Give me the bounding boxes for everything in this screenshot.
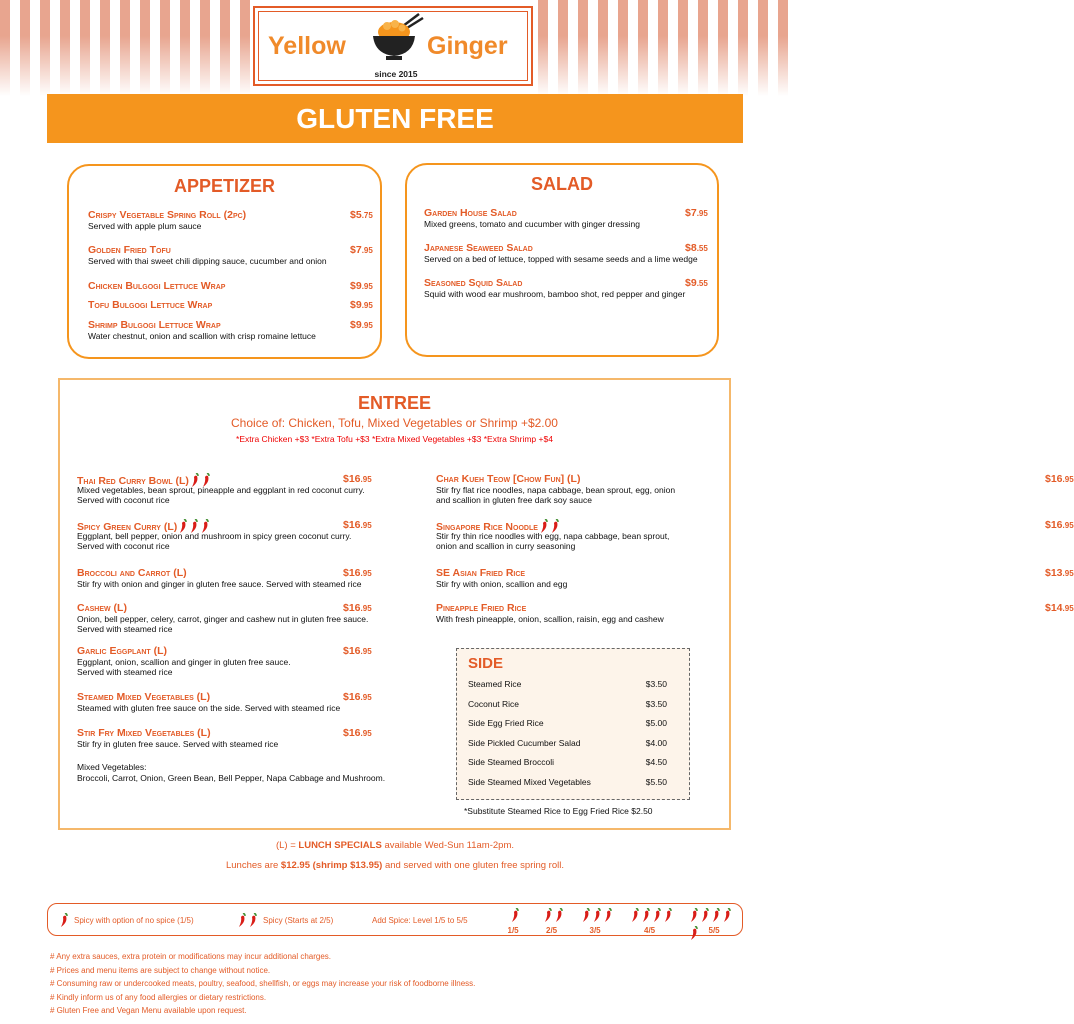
price-dollars: $14 <box>1045 602 1063 614</box>
side-item <box>468 757 667 767</box>
price-cents: .95 <box>360 647 372 656</box>
side-substitute-note: *Substitute Steamed Rice to Egg Fried Rice $2.50 <box>464 806 653 816</box>
side-item-price: $4.50 <box>645 757 667 768</box>
entree-item-name <box>436 473 580 485</box>
chili-pepper-icon <box>700 908 710 923</box>
menu-item-description: Water chestnut, onion and scallion with crisp romaine lettuce <box>88 331 316 341</box>
decorative-stripes-right <box>538 0 790 96</box>
note-line: # Consuming raw or undercooked meats, poultry, seafood, shellfish, or eggs may increase your risk of foodborne illness. <box>50 979 476 988</box>
price-cents: .95 <box>361 246 373 255</box>
menu-item <box>88 209 373 233</box>
menu-item-price <box>350 299 373 311</box>
price-cents: .95 <box>360 693 372 702</box>
entree-item <box>77 691 377 727</box>
entree-title: ENTREE <box>357 393 431 413</box>
price-cents: .95 <box>1062 604 1074 613</box>
entree-item-desc-line2: Served with coconut rice <box>77 495 170 505</box>
entree-item-price <box>343 645 372 657</box>
chili-pepper-icon <box>554 908 564 923</box>
price-dollars: $5 <box>350 209 362 221</box>
logo-word-yellow: Yellow <box>268 32 346 60</box>
side-item-price: $5.50 <box>645 777 667 787</box>
price-cents: .95 <box>360 729 372 738</box>
entree-item-desc-line2: Served with coconut rice <box>77 541 170 551</box>
entree-item-name <box>436 602 526 614</box>
entree-item <box>77 519 377 555</box>
spice-level-icons <box>542 906 564 924</box>
side-item <box>468 738 667 748</box>
price-cents: .75 <box>361 211 373 220</box>
side-section <box>456 648 690 800</box>
entree-name-text: Stir Fry Mixed Vegetables (L) <box>77 727 211 739</box>
side-item-price: $3.50 <box>645 679 667 689</box>
entree-name-text: Char Kueh Teow [Chow Fun] (L) <box>436 473 581 485</box>
price-cents: .95 <box>1062 521 1074 530</box>
entree-item-price <box>343 567 372 579</box>
price-dollars: $16 <box>343 473 361 485</box>
legend-spicy: Spicy (Starts at 2/5) <box>263 916 334 925</box>
price-dollars: $7 <box>350 244 362 256</box>
chili-pepper-icon <box>603 908 613 923</box>
legend-add-spice: Add Spice: Level 1/5 to 5/5 <box>372 916 468 925</box>
entree-item <box>77 473 377 509</box>
lunch-price-line <box>0 860 790 871</box>
chili-pepper-icon <box>59 913 69 928</box>
logo-word-ginger: Ginger <box>427 32 508 60</box>
entree-item-desc-line1: Eggplant, bell pepper, onion and mushroom in spicy green coconut curry. <box>77 531 352 541</box>
entree-item <box>77 645 377 681</box>
price-cents: .55 <box>696 279 708 288</box>
entree-name-text: Pineapple Fried Rice <box>436 602 527 614</box>
side-item-price: $5.00 <box>645 718 667 729</box>
price-dollars: $8 <box>685 242 697 254</box>
spice-level-label: 4/5 <box>644 926 656 935</box>
entree-item-price <box>343 602 372 614</box>
chili-pepper-icon <box>592 908 602 923</box>
entree-name-text: Spicy Green Curry (L) <box>77 521 178 533</box>
menu-item-price <box>685 242 708 254</box>
entree-item-desc-line1: Stir fry flat rice noodles, napa cabbage, bean sprout, egg, onion <box>436 485 676 495</box>
lunch-line1-bold: LUNCH SPECIALS <box>298 840 382 851</box>
menu-item-name: Seasoned Squid Salad <box>424 277 523 289</box>
spice-legend <box>47 903 743 936</box>
entree-name-text: Cashew (L) <box>77 602 127 614</box>
side-item <box>468 718 667 728</box>
chili-pepper-icon <box>689 908 699 923</box>
decorative-stripes-left <box>0 0 252 96</box>
price-dollars: $9 <box>350 299 362 311</box>
salad-section <box>405 163 719 357</box>
side-item-name: Side Egg Fried Rice <box>468 718 544 729</box>
chili-pepper-icon <box>248 913 258 928</box>
spice-level-label: 5/5 <box>708 926 720 935</box>
price-dollars: $16 <box>343 567 361 579</box>
restaurant-logo <box>253 6 533 86</box>
spice-level-label: 2/5 <box>546 926 558 935</box>
entree-name-text: Garlic Eggplant (L) <box>77 645 168 657</box>
price-cents: .95 <box>360 475 372 484</box>
price-cents: .95 <box>696 209 708 218</box>
lunch-specials-line <box>0 840 790 851</box>
entree-item-desc-line1: Steamed with gluten free sauce on the side. Served with steamed rice <box>77 703 341 713</box>
price-dollars: $16 <box>343 645 361 657</box>
lunch-line1-post: available Wed-Sun 11am-2pm. <box>381 840 515 851</box>
spice-level-icons <box>688 906 742 942</box>
entree-name-text: Broccoli and Carrot (L) <box>77 567 187 579</box>
entree-item-name <box>77 691 210 703</box>
menu-item <box>424 277 708 301</box>
note-line: # Kindly inform us of any food allergies or dietary restrictions. <box>50 992 267 1002</box>
entree-item <box>436 473 1074 509</box>
menu-item-description: Squid with wood ear mushroom, bamboo shot, red pepper and ginger <box>424 289 686 299</box>
price-cents: .95 <box>361 301 373 310</box>
spice-level-icons <box>580 906 613 924</box>
price-cents: .95 <box>1062 569 1074 578</box>
price-dollars: $16 <box>1045 473 1063 485</box>
side-item <box>468 777 667 787</box>
price-dollars: $16 <box>343 727 361 739</box>
chili-pepper-icon <box>630 908 640 923</box>
menu-item <box>424 242 708 266</box>
menu-notes <box>50 950 475 1018</box>
side-item <box>468 699 667 709</box>
chili-pepper-icon <box>689 926 699 941</box>
entree-protein-choice: Choice of: Chicken, Tofu, Mixed Vegetables or Shrimp +$2.00 <box>231 416 558 430</box>
price-cents: .95 <box>361 321 373 330</box>
logo-since: since 2015 <box>374 69 418 79</box>
menu-item <box>424 207 708 231</box>
entree-item <box>77 727 377 763</box>
price-dollars: $16 <box>343 602 361 614</box>
chili-pepper-icon <box>581 908 591 923</box>
side-item-price: $3.50 <box>645 698 667 709</box>
chili-pepper-icon <box>663 908 673 923</box>
mixed-veg-list: Broccoli, Carrot, Onion, Green Bean, Bell Pepper, Napa Cabbage and Mushroom. <box>77 773 386 783</box>
entree-item-price <box>343 691 372 703</box>
entree-item-desc-line1: Stir fry with onion, scallion and egg <box>436 579 568 589</box>
entree-item-name <box>77 727 211 739</box>
menu-item <box>88 244 373 268</box>
appetizer-section <box>67 164 382 359</box>
entree-item-desc-line1: Stir fry in gluten free sauce. Served with steamed rice <box>77 739 279 749</box>
entree-name-text: Singapore Rice Noodle <box>436 521 538 533</box>
price-cents: .55 <box>696 244 708 253</box>
chili-pepper-icon <box>641 908 651 923</box>
menu-item-name: Chicken Bulgogi Lettuce Wrap <box>88 280 226 292</box>
entree-item-desc-line1: Stir fry thin rice noodles with egg, napa cabbage, bean sprout, <box>436 531 670 541</box>
entree-item-name <box>77 567 187 579</box>
price-cents: .95 <box>360 521 372 530</box>
price-dollars: $16 <box>343 519 361 531</box>
menu-item-description: Served on a bed of lettuce, topped with sesame seeds and a lime wedge <box>424 254 698 264</box>
lunch-line2-bold: $12.95 (shrimp $13.95) <box>280 860 383 871</box>
entree-item-name <box>77 645 167 657</box>
entree-item-desc-line2: and scallion in gluten free dark soy sauce <box>436 495 592 505</box>
menu-item-price <box>685 277 708 289</box>
chili-pepper-icon <box>711 908 721 923</box>
menu-item-description: Served with thai sweet chili dipping sauce, cucumber and onion <box>88 256 327 266</box>
price-cents: .95 <box>1062 475 1074 484</box>
chili-pepper-icon <box>722 908 732 923</box>
menu-item-name: Garden House Salad <box>424 207 517 219</box>
entree-item-price <box>1045 519 1074 531</box>
entree-item-desc-line1: Eggplant, onion, scallion and ginger in gluten free sauce. <box>77 657 291 667</box>
entree-name-text: Thai Red Curry Bowl (L) <box>77 475 189 487</box>
menu-item-price <box>350 280 373 292</box>
lunch-line1-pre: (L) = <box>275 840 299 851</box>
side-item <box>468 679 667 689</box>
entree-item-desc-line1: Onion, bell pepper, celery, carrot, ginger and cashew nut in gluten free sauce. <box>77 614 369 624</box>
lunch-line2-post: and served with one gluten free spring roll. <box>382 860 564 871</box>
entree-item <box>436 519 1074 555</box>
menu-item-price <box>685 207 708 219</box>
side-item-name: Side Pickled Cucumber Salad <box>468 737 581 748</box>
menu-item-name: Shrimp Bulgogi Lettuce Wrap <box>88 319 221 331</box>
menu-item-description: Served with apple plum sauce <box>88 221 202 231</box>
price-dollars: $9 <box>685 277 697 289</box>
price-dollars: $16 <box>343 691 361 703</box>
spice-level-label: 3/5 <box>589 926 601 935</box>
entree-extras: *Extra Chicken +$3 *Extra Tofu +$3 *Extra Mixed Vegetables +$3 *Extra Shrimp +$4 <box>236 434 553 444</box>
rice-bowl-chopsticks-icon <box>367 12 425 62</box>
menu-item-price <box>350 244 373 256</box>
price-dollars: $9 <box>350 280 362 292</box>
entree-item-price <box>343 519 372 531</box>
entree-item-desc-line2: Served with steamed rice <box>77 624 173 634</box>
price-dollars: $7 <box>685 207 697 219</box>
entree-item-desc-line2: Served with steamed rice <box>77 667 173 677</box>
side-item-name: Side Steamed Mixed Vegetables <box>468 777 591 787</box>
menu-item <box>88 319 373 343</box>
side-title: SIDE <box>468 655 504 672</box>
appetizer-title: APPETIZER <box>173 176 275 196</box>
entree-item-price <box>1045 473 1074 485</box>
entree-item-desc-line2: onion and scallion in curry seasoning <box>436 541 576 551</box>
chili-pepper-icon <box>237 913 247 928</box>
entree-item <box>77 602 377 638</box>
menu-item-name: Tofu Bulgogi Lettuce Wrap <box>88 299 213 311</box>
side-item-price: $4.00 <box>645 737 667 748</box>
salad-title: SALAD <box>531 174 593 194</box>
spice-level-icons <box>629 906 673 924</box>
legend-spicy-optional: Spicy with option of no spice (1/5) <box>74 916 194 925</box>
chili-pepper-icon <box>652 908 662 923</box>
entree-item-name <box>436 567 525 579</box>
entree-item-name <box>77 602 127 614</box>
entree-item-price <box>1045 567 1074 579</box>
chili-pepper-icon <box>510 908 520 923</box>
side-item-name: Side Steamed Broccoli <box>468 757 554 768</box>
spice-level-icons <box>509 906 520 924</box>
price-dollars: $13 <box>1045 567 1063 579</box>
entree-item-desc-line1: With fresh pineapple, onion, scallion, raisin, egg and cashew <box>436 614 664 624</box>
note-line: # Prices and menu items are subject to change without notice. <box>50 965 271 975</box>
page-banner: GLUTEN FREE <box>47 94 743 143</box>
menu-item-price <box>350 319 373 331</box>
entree-item <box>436 602 1074 638</box>
price-cents: .95 <box>360 569 372 578</box>
note-line: # Any extra sauces, extra protein or modifications may incur additional charges. <box>50 952 332 961</box>
mixed-veg-label: Mixed Vegetables: <box>77 762 147 772</box>
entree-item <box>77 567 377 603</box>
entree-item-desc-line1: Mixed vegetables, bean sprout, pineapple and eggplant in red coconut curry. <box>77 485 365 495</box>
lunch-line2-pre: Lunches are <box>225 860 281 871</box>
price-dollars: $9 <box>350 319 362 331</box>
menu-item-description: Mixed greens, tomato and cucumber with ginger dressing <box>424 219 640 229</box>
side-item-name: Steamed Rice <box>468 679 522 689</box>
entree-name-text: SE Asian Fried Rice <box>436 567 526 579</box>
spice-level-label: 1/5 <box>507 926 519 935</box>
price-cents: .95 <box>360 604 372 613</box>
menu-item-price <box>350 209 373 221</box>
price-dollars: $16 <box>1045 519 1063 531</box>
entree-name-text: Steamed Mixed Vegetables (L) <box>77 691 211 703</box>
entree-item-desc-line1: Stir fry with onion and ginger in gluten free sauce. Served with steamed rice <box>77 579 362 589</box>
entree-item <box>436 567 1074 603</box>
entree-item-price <box>343 473 372 485</box>
menu-item-name: Crispy Vegetable Spring Roll (2pc) <box>88 209 247 221</box>
menu-item-name: Golden Fried Tofu <box>88 244 171 256</box>
side-item-name: Coconut Rice <box>468 698 520 709</box>
entree-item-price <box>1045 602 1074 614</box>
note-line: # Gluten Free and Vegan Menu available upon request. <box>50 1006 247 1015</box>
menu-item-name: Japanese Seaweed Salad <box>424 242 533 254</box>
entree-item-price <box>343 727 372 739</box>
chili-pepper-icon <box>543 908 553 923</box>
price-cents: .95 <box>361 282 373 291</box>
